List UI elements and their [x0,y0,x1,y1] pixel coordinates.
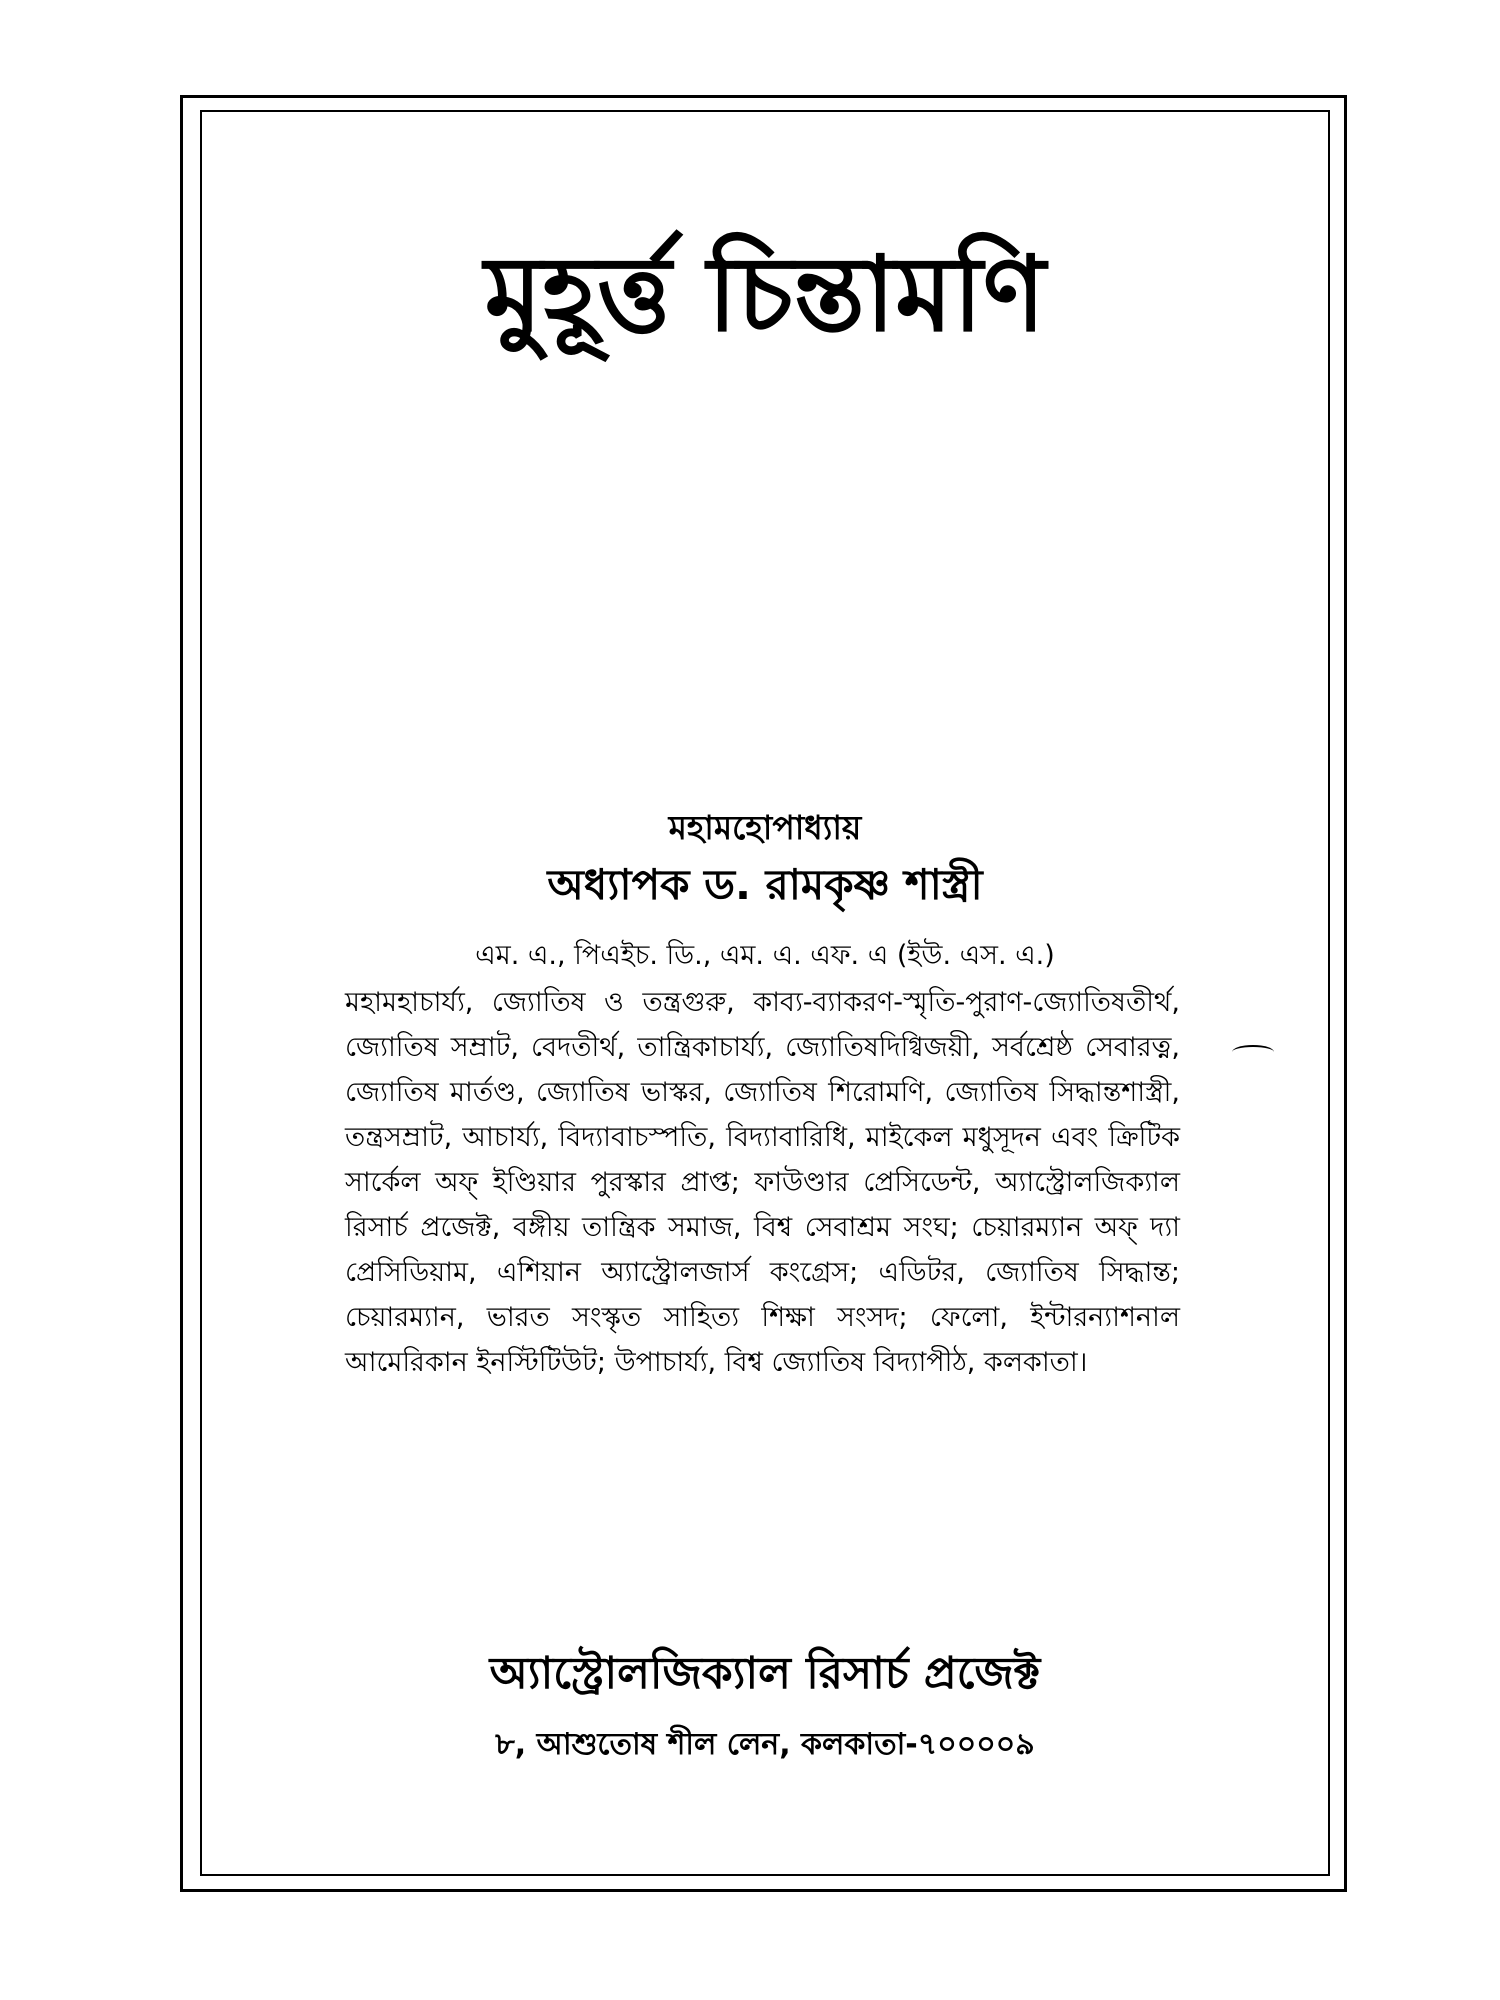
author-honorific: মহামহোপাধ্যায় [668,808,862,847]
margin-mark [1232,1045,1274,1059]
publisher-address: ৮, আশুতোষ শীল লেন, কলকাতা-৭০০০০৯ [495,1727,1035,1762]
book-title: মুহূর্ত্ত চিন্তামণি [484,233,1046,355]
author-degrees: এম. এ., পিএইচ. ডি., এম. এ. এফ. এ (ইউ. এস. এ.) [475,940,1055,971]
author-name: অধ্যাপক ড. রামকৃষ্ণ শাস্ত্রী [547,860,983,909]
publisher-name: অ্যাস্ট্রোলজিক্যাল রিসার্চ প্রজেক্ট [489,1648,1041,1699]
author-credentials: মহামহাচার্য্য, জ্যোতিষ ও তন্ত্রগুরু, কাব্য-ব্যাকরণ-স্মৃতি-পুরাণ-জ্যোতিষতীর্থ, জ্যোতিষ সম্রাট, বেদতীর্থ, তান্ত্রিকাচার্য্য, জ্যোতিষদিগ্বিজয়ী, সর্বশ্রেষ্ঠ সেবারত্ন, জ্যোতিষ মার্তণ্ড, জ্যোতিষ ভাস্কর, জ্যোতিষ শিরোমণি, জ্যোতিষ সিদ্ধান্তশাস্ত্রী, তন্ত্রসম্রাট, আচার্য্য, বিদ্যাবাচস্পতি, বিদ্যাবারিধি, মাইকেল মধুসূদন এবং ক্রিটিক সার্কেল অফ্ ইণ্ডিয়ার পুরস্কার প্রাপ্ত; ফাউণ্ডার প্রেসিডেন্ট, অ্যাস্ট্রোলজিক্যাল রিসার্চ প্রজেক্ট, বঙ্গীয় তান্ত্রিক সমাজ, বিশ্ব সেবাশ্রম সংঘ; চেয়ারম্যান অফ্ দ্যা প্রেসিডিয়াম, এশিয়ান অ্যাস্ট্রোলজার্স কংগ্রেস; এডিটর, জ্যোতিষ সিদ্ধান্ত; চেয়ারম্যান, ভারত সংস্কৃত সাহিত্য শিক্ষা সংসদ; ফেলো, ইন্টারন্যাশনাল আমেরিকান ইনস্টিটিউট; উপাচার্য্য, বিশ্ব জ্যোতিষ বিদ্যাপীঠ, কলকাতা। [345,987,1180,1378]
